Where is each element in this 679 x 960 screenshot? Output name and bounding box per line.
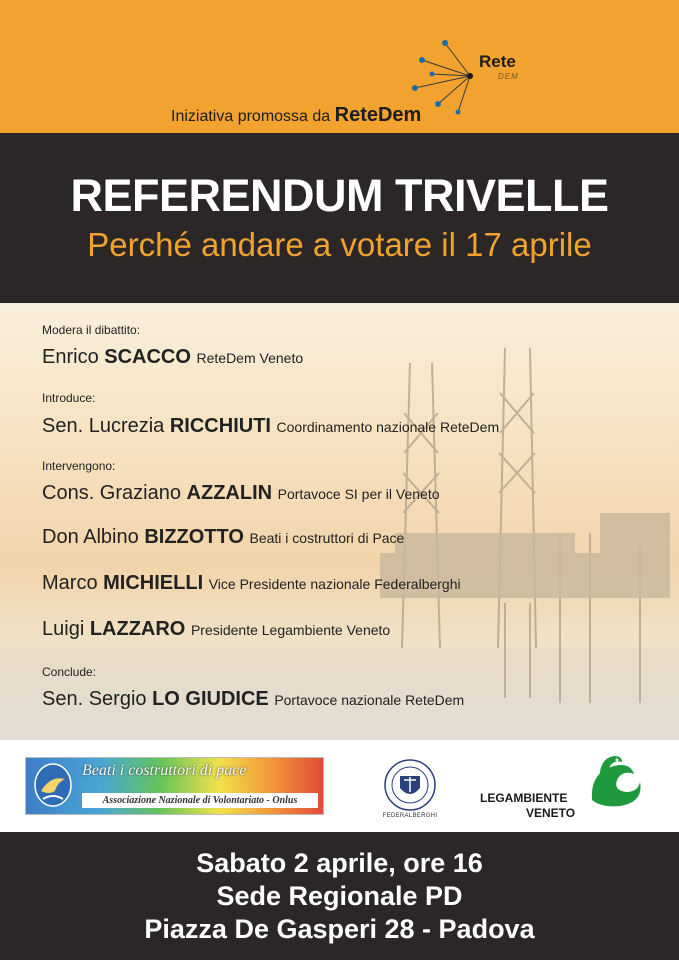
- speaker-row: [42, 618, 390, 641]
- speaker-role: Coordinamento nazionale ReteDem: [276, 419, 500, 435]
- speaker-intro: [42, 415, 499, 438]
- logo-sub: DEM: [498, 72, 519, 81]
- speaker-role: ReteDem Veneto: [196, 350, 304, 366]
- speaker-first: Enrico: [42, 346, 99, 368]
- event-venue: Sede Regionale PD: [216, 881, 463, 911]
- page-subtitle: Perché andare a votare il 17 aprile: [87, 226, 592, 263]
- speaker-first: Marco: [42, 572, 98, 594]
- promo-line: [171, 104, 421, 127]
- speaker-role: Portavoce SI per il Veneto: [277, 486, 440, 502]
- speaker-role: Beati i costruttori di Pace: [249, 530, 405, 546]
- federalberghi-name: FEDERALBERGHI: [382, 813, 438, 819]
- speaker-last: RICCHIUTI: [169, 415, 271, 437]
- speaker-first: Don Albino: [42, 526, 139, 548]
- speaker-first: Cons. Graziano: [42, 482, 181, 504]
- speaker-moderator: [42, 346, 303, 369]
- beati-subtitle: Associazione Nazionale di Volontariato - Onlus: [82, 793, 318, 808]
- speaker-last: AZZALIN: [186, 482, 273, 504]
- dove-icon: [31, 761, 75, 809]
- speaker-last: MICHIELLI: [103, 572, 204, 594]
- legambiente-name: LEGAMBIENTE: [480, 791, 568, 805]
- speakers-label: Intervengono:: [42, 459, 116, 473]
- event-address: Piazza De Gasperi 28 - Padova: [144, 914, 535, 944]
- speaker-last: LO GIUDICE: [152, 688, 269, 710]
- speaker-row: [42, 482, 440, 505]
- promo-brand: ReteDem: [334, 104, 422, 126]
- legambiente-region: VENETO: [526, 806, 576, 820]
- beati-name: Beati i costruttori di pace: [82, 762, 247, 779]
- speaker-closing: [42, 688, 464, 711]
- promo-prefix: Iniziativa promossa da: [171, 108, 331, 125]
- intro-label: Introduce:: [42, 391, 96, 405]
- event-date: Sabato 2 aprile, ore 16: [196, 848, 483, 878]
- speaker-role: Presidente Legambiente Veneto: [190, 622, 391, 638]
- moderator-label: Modera il dibattito:: [42, 323, 141, 337]
- speaker-role: Vice Presidente nazionale Federalberghi: [208, 576, 461, 592]
- closing-label: Conclude:: [42, 665, 97, 679]
- speaker-first: Sen. Sergio: [42, 688, 147, 710]
- speaker-last: SCACCO: [104, 346, 191, 368]
- page-title: REFERENDUM TRIVELLE: [70, 170, 609, 221]
- speaker-first: Sen. Lucrezia: [42, 415, 165, 437]
- speaker-last: BIZZOTTO: [144, 526, 244, 548]
- retedem-logo-icon: [410, 38, 550, 118]
- speaker-row: [42, 572, 461, 595]
- program-panel: [0, 303, 679, 740]
- federalberghi-emblem-icon: [368, 752, 452, 822]
- logo-wordmark: Rete: [479, 52, 516, 71]
- legambiente-swan-icon: [584, 752, 646, 812]
- speaker-role: Portavoce nazionale ReteDem: [274, 692, 465, 708]
- speaker-last: LAZZARO: [89, 618, 186, 640]
- speaker-first: Luigi: [42, 618, 85, 640]
- speaker-row: [42, 526, 404, 549]
